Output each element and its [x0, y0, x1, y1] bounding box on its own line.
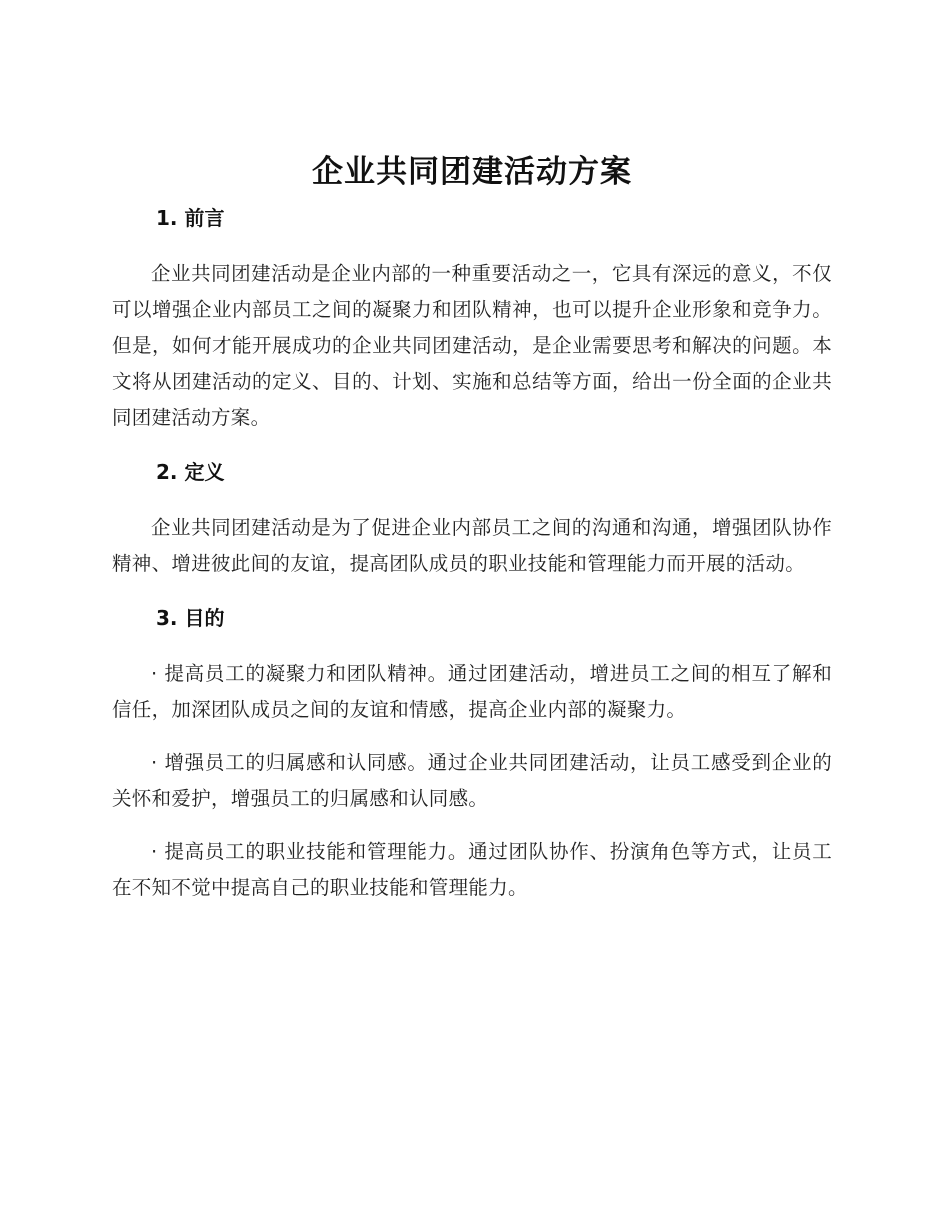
section-heading-definition: 2. 定义	[156, 460, 225, 484]
section-heading-preface: 1. 前言	[156, 206, 225, 230]
section-heading-purpose: 3. 目的	[156, 606, 225, 630]
purpose-bullet-cohesion: · 提高员工的凝聚力和团队精神。通过团建活动，增进员工之间的相互了解和信任，加深团队成员之间的友谊和情感，提高企业内部的凝聚力。	[112, 662, 832, 721]
purpose-bullet-skills: · 提高员工的职业技能和管理能力。通过团队协作、扮演角色等方式，让员工在不知不觉中提高自己的职业技能和管理能力。	[112, 840, 832, 899]
document-page	[112, 148, 832, 906]
definition-paragraph: 企业共同团建活动是为了促进企业内部员工之间的沟通和沟通，增强团队协作精神、增进彼此间的友谊，提高团队成员的职业技能和管理能力而开展的活动。	[112, 516, 832, 575]
document-title: 企业共同团建活动方案	[312, 154, 632, 190]
purpose-bullet-belonging: · 增强员工的归属感和认同感。通过企业共同团建活动，让员工感受到企业的关怀和爱护，增强员工的归属感和认同感。	[112, 751, 832, 810]
preface-paragraph: 企业共同团建活动是企业内部的一种重要活动之一，它具有深远的意义，不仅可以增强企业内部员工之间的凝聚力和团队精神，也可以提升企业形象和竞争力。但是，如何才能开展成功的企业共同团建活动，是企业需要思考和解决的问题。本文将从团建活动的定义、目的、计划、实施和总结等方面，给出一份全面的企业共同团建活动方案。	[112, 262, 832, 429]
